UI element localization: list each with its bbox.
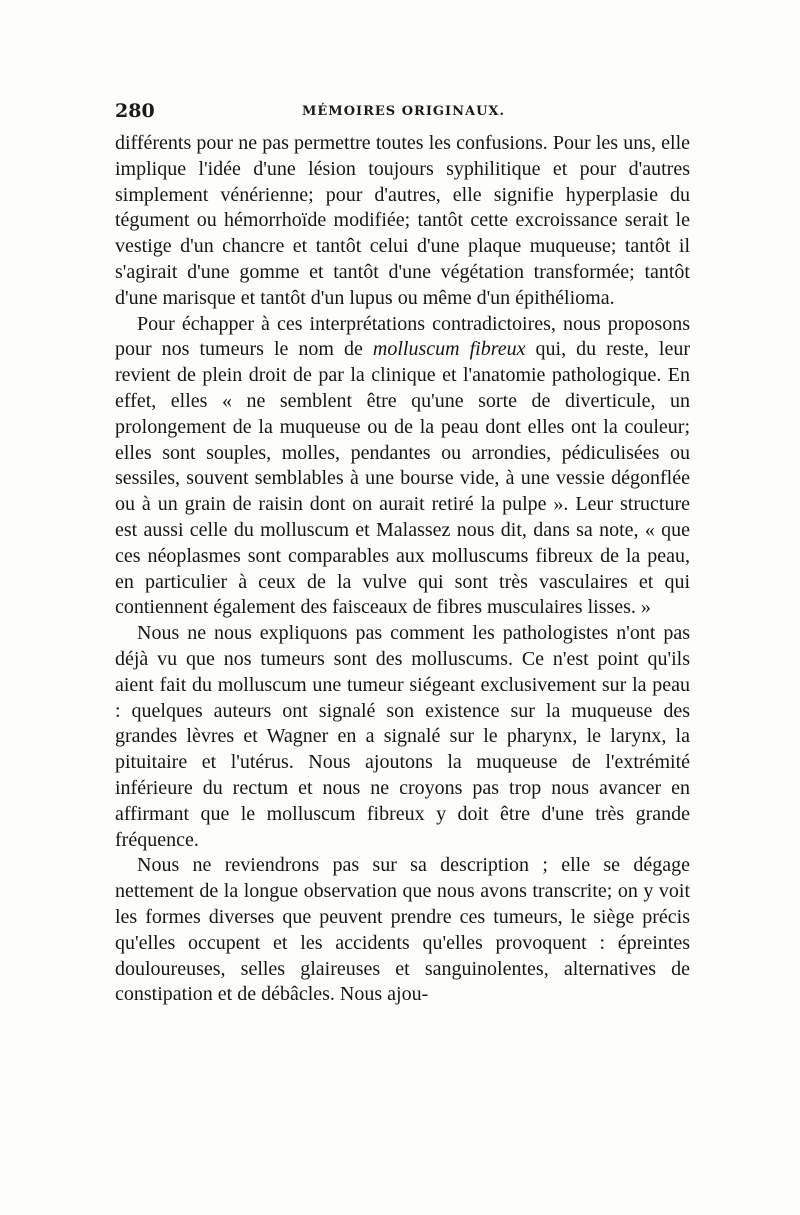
page-number: 280 [115,100,155,122]
paragraph-4: Nous ne reviendrons pas sur sa description ; elle se dégage nettement de la longue observation que nous avons transcrite; on y voit les formes diverses que peuvent prendre ces tumeurs, le siège précis qu'elles occupent et les accidents qu'elles provoquent : épreintes douloureuses, selles glaireuses et sanguinolentes, alternatives de constipation et de débâcles. Nous ajou- [115,854,690,1006]
paragraph-1: différents pour ne pas permettre toutes les confusions. Pour les uns, elle implique l'idée d'une lésion toujours syphilitique et pour d'autres simplement vénérienne; pour d'autres, elle signifie hyperplasie du tégument ou hémorrhoïde modifiée; tantôt cette excroissance serait le vestige d'un chancre et tantôt celui d'une plaque muqueuse; tantôt il s'agirait d'une gomme et tantôt d'une végétation transformée; tantôt d'une marisque et tantôt d'un lupus ou même d'un épithélioma. [115,132,690,309]
paragraph-3: Nous ne nous expliquons pas comment les pathologistes n'ont pas déjà vu que nos tumeurs sont des molluscums. Ce n'est point qu'ils aient fait du molluscum une tumeur siégeant exclusivement sur la peau : quelques auteurs ont signalé son existence sur la muqueuse des grandes lèvres et Wagner en a signalé sur le pharynx, le larynx, la pituitaire et l'utérus. Nous ajoutons la muqueuse de l'extrémité inférieure du rectum et nous ne croyons pas trop nous avancer en affirmant que le molluscum fibreux y doit être d'une très grande fréquence. [115,622,690,851]
paragraph-2-italic-term: molluscum fibreux [372,338,526,361]
body-text [115,131,690,1008]
running-head: MÉMOIRES ORIGINAUX. [302,104,506,119]
paragraph-2 [115,312,690,622]
paragraph-2-before: Pour échapper à ces interprétations contradictoires, nous proposons pour nos tumeurs le nom de [115,312,690,361]
page-header [115,100,690,124]
paragraph-2-after: qui, du reste, leur revient de plein droit de par la clinique et l'anatomie pathologique. En effet, elles « ne semblent être qu'une sorte de diverticule, un prolongement de la muqueuse ou de la peau dont elles ont la couleur; elles sont souples, molles, pendantes ou arrondies, pédiculisées ou sessiles, souvent semblables à une bourse vide, à une vessie dégonflée ou à un grain de raisin dont on aurait retiré la pulpe ». Leur structure est aussi celle du molluscum et Malassez nous dit, dans sa note, « que ces néoplasmes sont comparables aux molluscums fibreux de la peau, en particulier à ceux de la vulve qui sont très vasculaires et qui contiennent également des faisceaux de fibres musculaires lisses. » [115,338,690,619]
